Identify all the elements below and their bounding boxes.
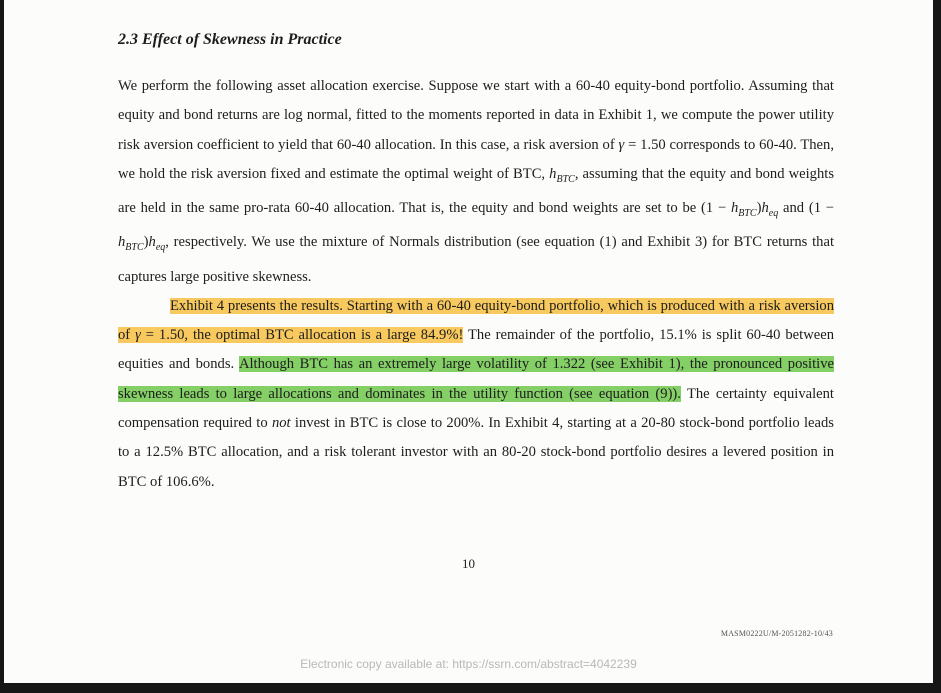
page-content bbox=[118, 30, 834, 497]
p1-text-1: We perform the following asset allocation exercise. Suppose we start with a 60-40 equity-bond portfolio. Assuming that equity and bond returns are log normal, fitted to the moments reported in data in Exhibit 1, we compute the power utility risk aversion coefficient to yield that 60-40 allocation. In this case, a risk aversion of bbox=[118, 78, 834, 153]
and-text: and bbox=[778, 200, 809, 217]
gamma-symbol: γ bbox=[135, 327, 141, 344]
paragraph-2 bbox=[118, 292, 834, 497]
btc-subscript: BTC bbox=[556, 173, 575, 185]
document-page bbox=[4, 0, 933, 683]
ssrn-footer: Electronic copy available at: https://ssrn.com/abstract=4042239 bbox=[300, 657, 637, 671]
page-number: 10 bbox=[462, 556, 475, 571]
btc-subscript: BTC bbox=[738, 208, 757, 219]
p2-text-3: invest in BTC is close to 200%. In Exhibit 4, starting at a 20-80 stock-bond portfolio leads to a 12.5% BTC allocation, and a risk tolerant investor with an 80-20 stock-bond portfolio desires a levered position in BTC of 106.6%. bbox=[118, 414, 834, 490]
h-symbol: h bbox=[549, 165, 557, 182]
p2-text-1: The remainder of the portfolio, 15.1% is split 60-40 between equities and bonds. bbox=[118, 327, 834, 373]
p1-text-3: , assuming that the equity and bond weights are held in the same pro-rata 60-40 allocation. That is, the equity and bond weights are set to be bbox=[118, 165, 834, 217]
eq-subscript: eq bbox=[768, 208, 779, 219]
eq-subscript: eq bbox=[155, 242, 166, 254]
h-symbol: h bbox=[761, 200, 769, 217]
paragraph-1 bbox=[118, 72, 834, 292]
yellow-highlight-2: = 1.50, the optimal BTC allocation is a large 84.9%! bbox=[140, 327, 464, 344]
h-symbol: h bbox=[730, 200, 739, 217]
gamma-symbol: γ bbox=[618, 136, 625, 153]
yellow-highlight-1: Exhibit 4 presents the results. Starting with a 60-40 equity-bond portfolio, which is produced with a risk aversion of bbox=[118, 297, 834, 344]
p1-text-2: = 1.50 corresponds to 60-40. Then, we hold the risk aversion fixed and estimate the optimal weight of BTC, bbox=[118, 136, 834, 182]
not-emphasis: not bbox=[271, 414, 291, 431]
section-heading: 2.3 Effect of Skewness in Practice bbox=[118, 31, 342, 48]
h-symbol: h bbox=[118, 234, 126, 251]
p2-text-2: The certainty equivalent compensation required to bbox=[118, 385, 834, 431]
p1-text-4: , respectively. We use the mixture of Normals distribution (see equation (1) and Exhibit 3) for BTC returns that captures large positive skewness. bbox=[118, 234, 834, 285]
h-symbol: h bbox=[148, 234, 156, 251]
document-code: MASM0222U/M-2051282-10/43 bbox=[720, 629, 833, 638]
expr-close-2: ) bbox=[143, 234, 149, 251]
expr-close-1: ) bbox=[756, 200, 762, 217]
expr-open-2: (1 − bbox=[808, 200, 834, 217]
expr-open-1: (1 − bbox=[701, 200, 731, 217]
btc-subscript: BTC bbox=[125, 242, 144, 254]
green-highlight: Although BTC has an extremely large volatility of 1.322 (see Exhibit 1), the pronounced positive skewness leads to large allocations and dominates in the utility function (see equation (9)). bbox=[118, 356, 834, 402]
